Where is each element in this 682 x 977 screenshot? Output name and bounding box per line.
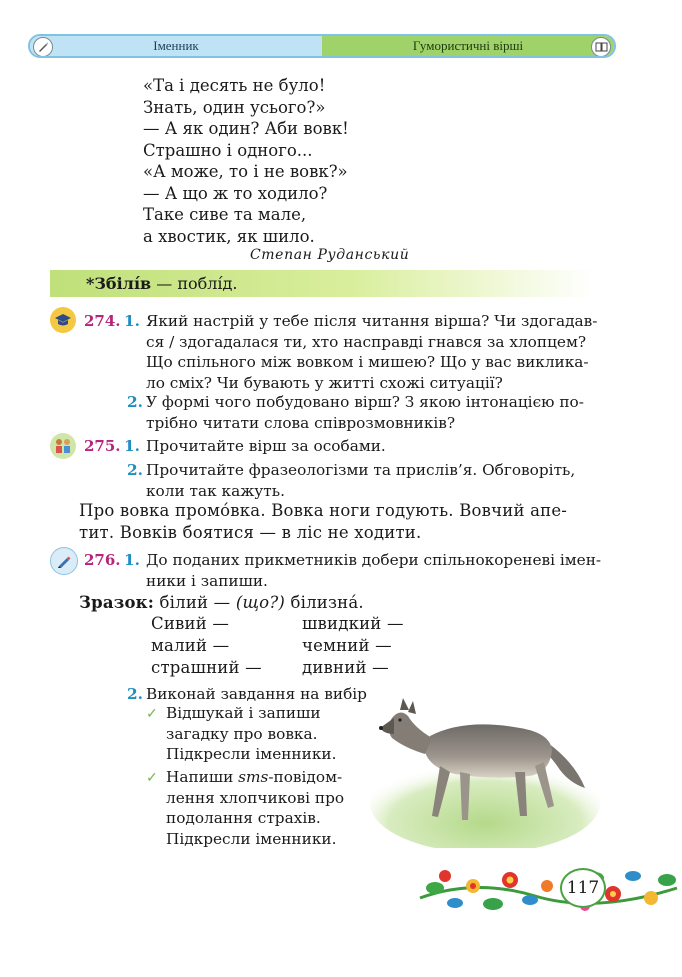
- glossary-term: *Збілі́в: [86, 274, 152, 293]
- text-line: [166, 767, 344, 788]
- task-276-q2-number: 2.: [127, 685, 143, 703]
- graduation-cap-icon: [50, 307, 76, 333]
- text-line: Відшукай і запиши: [166, 704, 321, 722]
- poem-line: Знать, один усього?»: [143, 97, 326, 117]
- poem-line: — А як один? Аби вовк!: [143, 119, 349, 138]
- task-274-q2-text: [146, 392, 584, 433]
- task-274-q1-text: [146, 311, 597, 393]
- children-reading-icon: [50, 433, 76, 459]
- pen-writing-icon: [50, 547, 78, 575]
- task-276-q2-text: Виконай завдання на вибір: [146, 685, 367, 703]
- text-line: Підкресли іменники.: [166, 745, 337, 763]
- sample-text: білий —: [159, 593, 231, 612]
- header-left-section: [30, 36, 322, 56]
- open-book-icon: [591, 37, 611, 57]
- text-line: ники і запиши.: [146, 571, 268, 590]
- adjective-item: дивний —: [302, 658, 389, 677]
- poem-stanza-2: [143, 161, 348, 247]
- task-274-q1-number: 1.: [124, 312, 140, 330]
- glossary-entry: [86, 274, 237, 293]
- text-line: До поданих прикметників добери спільнокореневі імен-: [146, 551, 602, 569]
- text-line: Підкресли іменники.: [166, 829, 337, 848]
- adjectives-column-2: [302, 613, 404, 679]
- adjective-item: Сивий —: [151, 614, 230, 633]
- task-276-q1-number: 1.: [124, 551, 140, 569]
- text-line: ло сміх? Чи бувають у житті схожі ситуації?: [146, 373, 503, 392]
- header-left-title: Іменник: [153, 38, 199, 53]
- task-274-number: 274.: [84, 312, 121, 330]
- task-275-number: 275.: [84, 437, 121, 455]
- sample-label: Зразок:: [79, 593, 155, 612]
- poem-line: Таке сиве та мале,: [143, 205, 307, 224]
- text-line: Прочитайте фразеологізми та прислів’я. Обговоріть,: [146, 461, 576, 479]
- task-276-q1-text: [146, 550, 601, 591]
- option-2-lead: Напиши: [166, 768, 239, 786]
- header-right-title: Гумористичні вірші: [412, 38, 524, 53]
- adjective-item: малий —: [151, 636, 230, 655]
- sample-question: (що?): [235, 593, 285, 612]
- text-line: тит. Вовків боятися — в ліс не ходити.: [79, 523, 422, 542]
- option-1-text: [166, 703, 336, 765]
- text-line: Що спільного між вовком і мишею? Що у вас виклика-: [146, 353, 589, 371]
- checkmark-icon: ✓: [146, 706, 158, 722]
- option-2-rest: -повідом-: [268, 768, 343, 786]
- page-number: 117: [560, 868, 606, 908]
- glossary-definition: — поблі́д.: [156, 274, 238, 293]
- wolf-illustration: [370, 688, 600, 848]
- running-header: [28, 34, 616, 58]
- task-275-q2-text: [146, 460, 596, 501]
- text-line: трібно читати слова співрозмовників?: [146, 413, 456, 432]
- pen-nib-icon: [33, 37, 53, 57]
- poem-line: Страшно і одного...: [143, 140, 313, 160]
- option-2-text: [166, 767, 344, 849]
- task-274-q2-number: 2.: [127, 393, 143, 411]
- adjective-item: швидкий —: [302, 614, 404, 633]
- header-right-section: [322, 36, 614, 56]
- text-line: ся / здогадалася ти, хто насправді гнався за хлопцем?: [146, 332, 587, 351]
- text-line: Який настрій у тебе після читання вірша? Чи здогадав-: [146, 312, 598, 330]
- task-275-q1-text: Прочитайте вірш за особами.: [146, 437, 386, 455]
- option-2-sms: sms: [238, 768, 269, 786]
- text-line: загадку про вовка.: [166, 724, 318, 743]
- text-line: лення хлопчикові про: [166, 788, 345, 807]
- poem-line: «Та і десять не було!: [143, 76, 326, 95]
- task-275-q2-number: 2.: [127, 461, 143, 479]
- task-275-q1-number: 1.: [124, 437, 140, 455]
- checkmark-icon: ✓: [146, 770, 158, 786]
- text-line: подолання страхів.: [166, 809, 321, 827]
- poem-line: — А що ж то ходило?: [143, 183, 328, 203]
- phrases-block: [79, 500, 567, 544]
- adjective-item: чемний —: [302, 636, 392, 655]
- text-line: У формі чого побудовано вірш? З якою інтонацією по-: [146, 393, 584, 411]
- sample-answer: білизна́.: [290, 593, 364, 612]
- adjectives-column-1: [151, 613, 262, 679]
- sample-line: [79, 592, 364, 614]
- poem-author: Степан Руданський: [250, 247, 410, 263]
- text-line: Про вовка промо́вка. Вовка ноги годують. Вовчий апе-: [79, 501, 568, 520]
- task-276-number: 276.: [84, 551, 121, 569]
- poem-line: а хвостик, як шило.: [143, 226, 315, 246]
- folk-ornament: [415, 858, 682, 928]
- text-line: коли так кажуть.: [146, 481, 285, 500]
- poem-stanza-1: [143, 75, 349, 161]
- poem-line: «А може, то і не вовк?»: [143, 162, 348, 181]
- adjective-item: страшний —: [151, 658, 262, 677]
